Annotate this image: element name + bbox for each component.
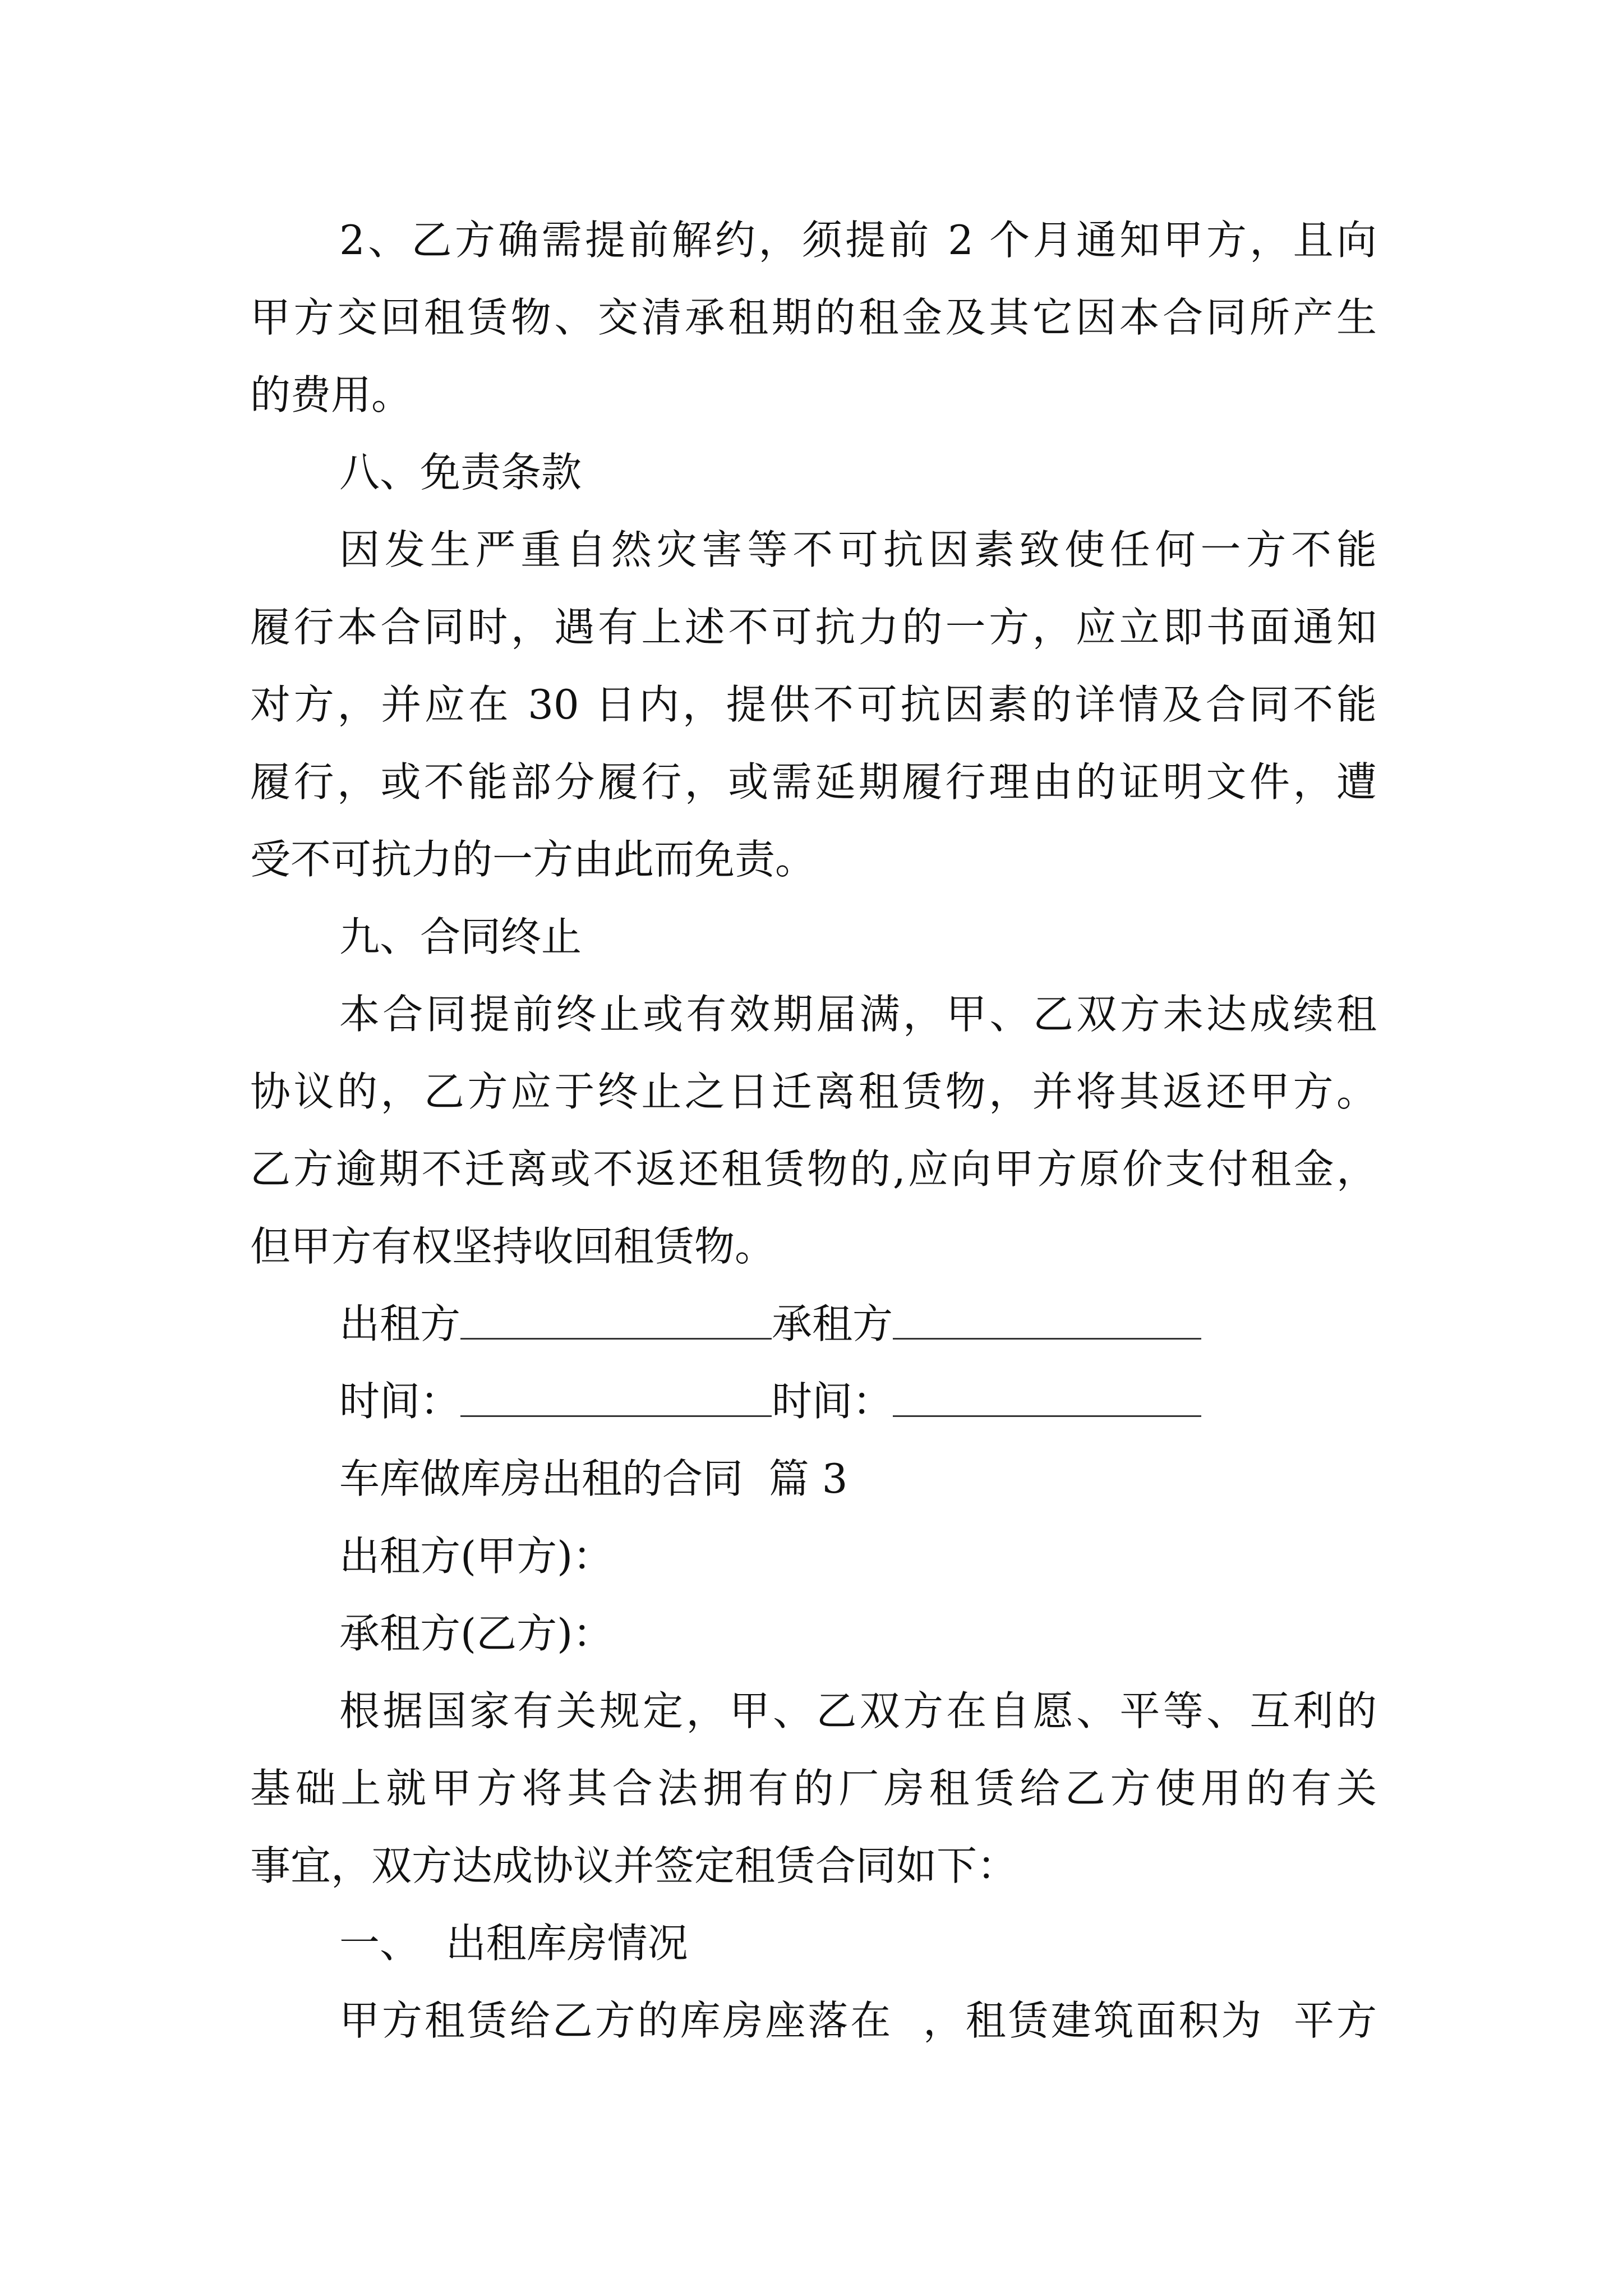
- party-b-label: 承租方(乙方)：: [339, 1610, 614, 1657]
- paragraph-line: 本合同提前终止或有效期届满，甲、乙双方未达成续租: [339, 991, 1377, 1038]
- lessee-signature-blank: [893, 1302, 1201, 1340]
- paragraph-line: 乙方逾期不迁离或不返还租赁物的,应向甲方原价支付租金，: [250, 1145, 1377, 1193]
- time-label: 时间：: [772, 1378, 893, 1425]
- section-title: 车库做库房出租的合同 篇 3: [339, 1455, 848, 1502]
- paragraph-line: 对方，并应在 30 日内，提供不可抗因素的详情及合同不能: [250, 681, 1377, 728]
- paragraph-line: 2、乙方确需提前解约，须提前 2 个月通知甲方，且向: [339, 217, 1377, 264]
- paragraph-line: 甲方租赁给乙方的库房座落在 ，租赁建筑面积为 平方: [339, 1997, 1377, 2044]
- paragraph-line: 履行，或不能部分履行，或需延期履行理由的证明文件，遭: [250, 758, 1377, 806]
- time-blank: [460, 1379, 772, 1417]
- lessor-signature-blank: [460, 1302, 772, 1340]
- lessor-label: 出租方: [339, 1300, 461, 1347]
- lessee-label: 承租方: [772, 1300, 893, 1347]
- section-heading: 一、 出租库房情况: [339, 1920, 688, 1967]
- signature-row: [339, 1296, 1201, 1352]
- section-heading: 九、合同终止: [339, 913, 582, 960]
- paragraph-line: 受不可抗力的一方由此而免责。: [250, 836, 816, 883]
- paragraph-line: 因发生严重自然灾害等不可抗因素致使任何一方不能: [339, 526, 1377, 573]
- time-label: 时间：: [339, 1378, 461, 1425]
- section-heading: 八、免责条款: [339, 449, 582, 496]
- date-row: [339, 1373, 1201, 1429]
- paragraph-line: 的费用。: [250, 371, 412, 418]
- party-a-label: 出租方(甲方)：: [339, 1533, 614, 1580]
- paragraph-line: 基础上就甲方将其合法拥有的厂房租赁给乙方使用的有关: [250, 1765, 1377, 1812]
- paragraph-line: 履行本合同时，遇有上述不可抗力的一方，应立即书面通知: [250, 604, 1377, 651]
- paragraph-line: 根据国家有关规定，甲、乙双方在自愿、平等、互利的: [339, 1687, 1377, 1734]
- paragraph-line: 但甲方有权坚持收回租赁物。: [250, 1223, 776, 1270]
- paragraph-line: 事宜，双方达成协议并签定租赁合同如下：: [250, 1842, 1018, 1889]
- time-blank: [893, 1379, 1201, 1417]
- paragraph-line: 甲方交回租赁物、交清承租期的租金及其它因本合同所产生: [250, 294, 1377, 341]
- paragraph-line: 协议的，乙方应于终止之日迁离租赁物，并将其返还甲方。: [250, 1068, 1377, 1115]
